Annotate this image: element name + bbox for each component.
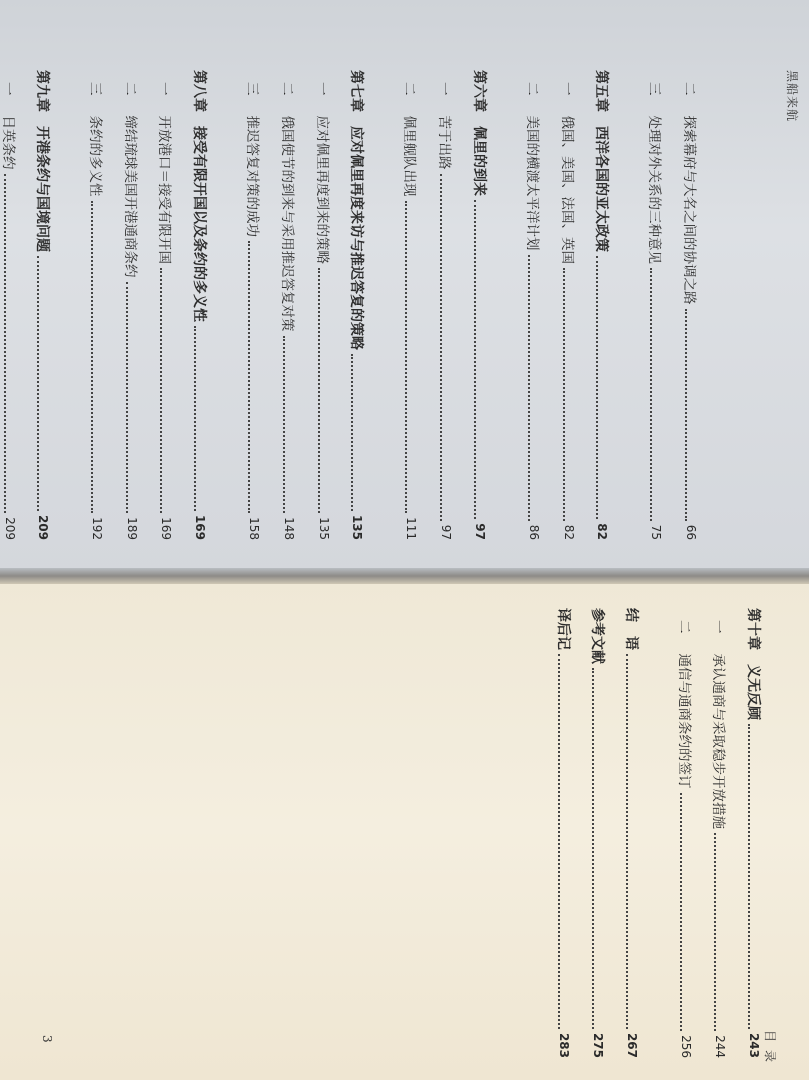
toc-section-entry[interactable] [523, 82, 545, 540]
toc-leader-dots [318, 268, 320, 513]
toc-section-entry[interactable] [675, 620, 697, 1058]
toc-entry-page: 75 [649, 524, 663, 540]
toc-entry-page: 275 [591, 1032, 605, 1058]
toc-chapter-entry[interactable] [621, 608, 643, 1058]
toc-entry-number: 二 [524, 82, 540, 96]
toc-entry-label [0, 82, 20, 170]
book-gutter [0, 568, 809, 584]
toc-entry-title: 西洋各国的亚太政策 [593, 126, 609, 252]
toc-entry-title: 日英条约 [0, 115, 16, 170]
toc-leader-dots [160, 268, 162, 513]
toc-entry-label [190, 70, 210, 322]
toc-chapter-entry[interactable] [346, 70, 368, 540]
toc-entry-number: 第七章 [348, 70, 364, 112]
toc-entry-title: 结 语 [623, 608, 639, 650]
toc-entry-label [592, 70, 612, 252]
toc-entry-number: 一 [436, 82, 452, 96]
toc-entry-title: 探索幕府与大名之间的协调之路 [681, 115, 697, 305]
toc-section-entry[interactable] [680, 82, 702, 540]
toc-entry-label [559, 82, 579, 264]
toc-entry-title: 应对佩里再度来访与推迟答复的策略 [348, 126, 364, 350]
toc-entry-page: 169 [193, 514, 207, 540]
toc-entry-number: 二 [681, 82, 697, 96]
page-number: 3 [40, 1035, 54, 1043]
toc-entry-label [681, 82, 701, 305]
toc-entry-page: 97 [473, 523, 487, 540]
toc-leader-dots [748, 724, 750, 1029]
toc-entry-title: 承认通商与采取稳步开放措施 [710, 653, 726, 829]
toc-leader-dots [194, 326, 196, 511]
toc-entry-label [676, 620, 696, 789]
toc-section-entry[interactable] [0, 82, 21, 540]
toc-entry-page: 267 [625, 1032, 639, 1058]
toc-entry-label [156, 82, 176, 264]
toc-section-entry[interactable] [313, 82, 335, 540]
running-head-toc-title: 目录 [763, 1030, 777, 1071]
toc-entry-title: 美国的横渡太平洋计划 [524, 115, 540, 251]
toc-entry-number: 第九章 [34, 70, 50, 112]
toc-entry-page: 169 [159, 517, 173, 540]
toc-leader-dots [126, 282, 128, 514]
toc-entry-number: 第八章 [191, 70, 207, 112]
toc-entry-title: 佩里的到来 [471, 126, 487, 196]
toc-leader-dots [248, 241, 250, 513]
toc-entry-label [279, 82, 299, 332]
toc-leader-dots [351, 354, 353, 511]
toc-section-entry[interactable] [400, 82, 422, 540]
toc-entry-title: 义无反顾 [745, 664, 761, 720]
toc-section-entry[interactable] [558, 82, 580, 540]
toc-leader-dots [37, 256, 39, 511]
toc-entry-number: 一 [559, 82, 575, 96]
toc-entry-label [87, 82, 107, 197]
toc-entry-number: 一 [0, 82, 16, 96]
toc-entry-label [744, 608, 764, 720]
toc-entry-title: 开放港口＝接受有限开国 [156, 115, 172, 264]
toc-entry-title: 缔结琉球美国开港通商条约 [122, 115, 138, 278]
toc-entry-number: 二 [279, 82, 295, 96]
toc-chapter-entry[interactable] [32, 70, 54, 540]
toc-leader-dots [91, 201, 93, 514]
toc-section-entry[interactable] [645, 82, 667, 540]
toc-entry-number: 二 [676, 620, 692, 634]
toc-entry-page: 209 [36, 514, 50, 540]
toc-entry-label [347, 70, 367, 350]
toc-entry-title: 俄国使节的到来与采用推迟答复对策 [279, 115, 295, 332]
toc-leader-dots [528, 255, 530, 521]
toc-entry-title: 通信与通商条约的签订 [676, 653, 692, 789]
toc-entry-page: 158 [247, 517, 261, 540]
toc-entry-number: 一 [156, 82, 172, 96]
toc-section-entry[interactable] [435, 82, 457, 540]
toc-entry-label [524, 82, 544, 251]
toc-entry-title: 应对佩里再度到来的策略 [314, 115, 330, 264]
toc-entry-label [646, 82, 666, 264]
toc-entry-number: 三 [646, 82, 662, 96]
toc-leader-dots [680, 793, 682, 1032]
toc-entry-title: 译后记 [555, 608, 571, 650]
toc-entry-number: 一 [314, 82, 330, 96]
toc-leader-dots [474, 200, 476, 519]
toc-entry-title: 处理对外关系的三种意见 [646, 115, 662, 264]
toc-entry-label [436, 82, 456, 170]
toc-leader-dots [592, 668, 594, 1029]
toc-entry-page: 82 [595, 523, 609, 540]
toc-entry-label [710, 620, 730, 829]
toc-entry-page: 189 [125, 517, 139, 540]
toc-leader-dots [440, 174, 442, 521]
toc-entry-label [470, 70, 490, 196]
toc-entry-page: 66 [684, 524, 698, 540]
running-head-book-title: 黑船来航 [785, 70, 799, 123]
toc-entry-number: 二 [122, 82, 138, 96]
toc-section-entry[interactable] [121, 82, 143, 540]
toc-entry-label [244, 82, 264, 237]
toc-entry-page: 209 [3, 517, 17, 540]
toc-section-entry[interactable] [86, 82, 108, 540]
toc-entry-number: 第五章 [593, 70, 609, 112]
toc-entry-title: 参考文献 [589, 608, 605, 664]
toc-entry-label [401, 82, 421, 197]
toc-entry-title: 条约的多义性 [87, 115, 103, 197]
toc-entry-number: 第十章 [745, 608, 761, 650]
toc-entry-page: 82 [562, 524, 576, 540]
toc-entry-page: 135 [350, 514, 364, 540]
toc-entry-page: 148 [282, 517, 296, 540]
toc-entry-title: 开港条约与国境问题 [34, 126, 50, 252]
toc-entry-page: 192 [90, 517, 104, 540]
toc-entry-title: 推迟答复对策的成功 [244, 115, 260, 237]
toc-leader-dots [626, 654, 628, 1029]
toc-section-entry[interactable] [278, 82, 300, 540]
toc-section-entry[interactable] [155, 82, 177, 540]
toc-chapter-entry[interactable] [743, 608, 765, 1058]
toc-entry-page: 244 [713, 1035, 727, 1058]
toc-entry-page: 97 [439, 524, 453, 540]
toc-entry-page: 86 [527, 524, 541, 540]
toc-entry-title: 佩里舰队出现 [401, 115, 417, 197]
toc-entry-title: 俄国、美国、法国、英国 [559, 115, 575, 264]
toc-entry-title: 苦于出路 [436, 115, 452, 170]
toc-entry-page: 256 [679, 1035, 693, 1058]
toc-leader-dots [650, 268, 652, 521]
toc-leader-dots [714, 833, 716, 1031]
toc-leader-dots [558, 654, 560, 1029]
toc-entry-label [33, 70, 53, 252]
toc-entry-number: 第六章 [471, 70, 487, 112]
toc-entry-number: 二 [401, 82, 417, 96]
toc-leader-dots [563, 268, 565, 521]
toc-entry-number: 三 [87, 82, 103, 96]
toc-section-entry[interactable] [243, 82, 265, 540]
toc-chapter-entry[interactable] [553, 608, 575, 1058]
toc-entry-label [588, 608, 608, 664]
toc-entry-page: 135 [317, 517, 331, 540]
toc-entry-title: 接受有限开国以及条约的多义性 [191, 126, 207, 322]
toc-leader-dots [4, 174, 6, 514]
toc-entry-page: 243 [747, 1032, 761, 1058]
toc-entry-number: 一 [710, 620, 726, 634]
toc-entry-page: 111 [404, 517, 418, 540]
toc-leader-dots [405, 201, 407, 514]
toc-leader-dots [685, 309, 687, 521]
toc-entry-label [314, 82, 334, 264]
toc-entry-label [122, 82, 142, 278]
toc-entry-label [554, 608, 574, 650]
toc-leader-dots [596, 256, 598, 519]
toc-chapter-entry[interactable] [587, 608, 609, 1058]
toc-chapter-entry[interactable] [189, 70, 211, 540]
toc-section-entry[interactable] [709, 620, 731, 1058]
toc-leader-dots [283, 336, 285, 514]
toc-entry-number: 三 [244, 82, 260, 96]
toc-chapter-entry[interactable] [469, 70, 491, 540]
toc-entry-page: 283 [557, 1032, 571, 1058]
toc-chapter-entry[interactable] [591, 70, 613, 540]
toc-entry-label [622, 608, 642, 650]
